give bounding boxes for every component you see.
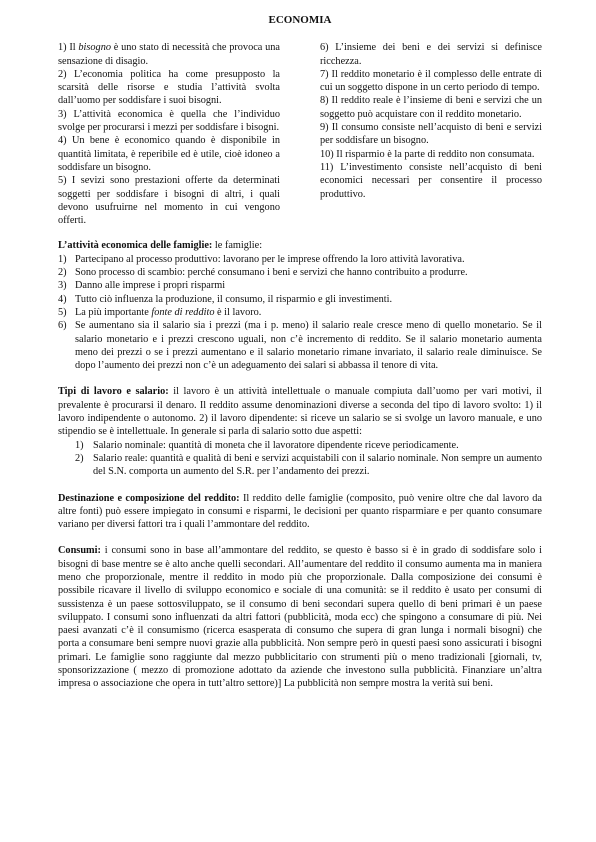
- list-number: 2): [58, 267, 67, 279]
- list-item: [58, 439, 542, 452]
- right-column: [320, 41, 542, 227]
- definition-2: 2) L’economia politica ha come presupposto la scarsità delle risorse e studia l’attività svolta dall’uomo per soddisfare i suoi bisogni.: [58, 68, 280, 107]
- list-text: Partecipano al processo produttivo: lavorano per le imprese offrendo la loro attività lavorativa.: [75, 253, 465, 265]
- definition-3: 3) L’attività economica è quella che l’individuo svolge per procurarsi i mezzi per soddisfare i bisogni.: [58, 108, 280, 134]
- document-page: [58, 14, 542, 691]
- list-number: 1): [58, 253, 67, 265]
- definition-9: 9) Il consumo consiste nell’acquisto di beni e servizi per soddisfare un bisogno.: [320, 122, 542, 147]
- section-text: il lavoro è un attività intellettuale o manuale compiuta dall’uomo per vari motivi, il prevalente è procurarsi il denaro. Il reddito assume denominazioni diverse a seconda del tipo di lavoro svolto: 1) il lavoro indipendente o autonomo. 2) il lavoro dipendente: si riceve un salario se si svolge un lavoro manuale, e uno stipendio se è intellettuale. In generale si parla di salario sotto due aspetti:: [58, 386, 542, 438]
- definition-text: è uno stato di necessità che provoca una sensazione di disagio.: [58, 42, 280, 67]
- section-heading: Tipi di lavoro e salario:: [58, 386, 169, 398]
- list-number: 1): [75, 439, 84, 451]
- section-text: i consumi sono in base all’ammontare del reddito, se questo è basso si è in grado di soddisfare solo i bisogni di base mentre se è alto anche quelli secondari. All’aumentare del reddito il consumo aumenta ma in maniera meno che proporzionale, mentre il reddito in modo più che proporzionale. Dalla composizione dei consumi è possibile ricavare il livello di sviluppo economico e sociale di una comunità: se il reddito è usato per consumi di sussistenza è un paese sottosviluppato, se il consumo di beni secondari supera quello di beni primari è un paese sviluppato. I consumi sono influenzati da altri fattori (pubblicità, moda ecc) che spingono a consumare di più. Nei paesi avanzati c’è il consumismo (ricerca esasperata di consumo che supera di gran lunga i normali bisogni) che porta a consumare beni sempre nuovi grazie alla pubblicità. Non sempre però in questi paesi sono assicurati i bisogni primari. Le famiglie sono raggiunte dal mezzo pubblicitario con strumenti più o meno tradizionali [giornali, tv, sponsorizzazione ( mezzo di promozione adottato da aziende che investono sulla pubblicità. Finanziare un’altra impresa o associazione che opera in tutt’altro settore)] La pubblicità non sempre mostra la verità sui beni.: [58, 545, 542, 690]
- section-heading: L’attività economica delle famiglie:: [58, 240, 213, 252]
- definition-10: 10) Il risparmio è la parte di reddito non consumata.: [320, 148, 535, 160]
- definition-5: 5) I sevizi sono prestazioni offerte da determinati soggetti per soddisfare i bisogni di altri, i quali devono usufruirne nel momento in cui vengono offerti.: [58, 175, 280, 227]
- list-number: 6): [58, 320, 67, 332]
- definition-text: 1) Il: [58, 42, 79, 54]
- list-text: è il lavoro.: [214, 306, 262, 318]
- list-number: 3): [58, 280, 67, 292]
- page-title: ECONOMIA: [268, 14, 332, 26]
- left-column: [58, 41, 280, 227]
- list-number: 5): [58, 306, 67, 318]
- list-item: [58, 279, 542, 292]
- list-item: [58, 253, 542, 266]
- list-text: Sono processo di scambio: perché consumano i beni e servizi che hanno contribuito a produrre.: [75, 267, 468, 279]
- list-text: Salario reale: quantità e qualità di beni e servizi acquistabili con il salario nominale. Non sempre un aumento del S.N. comporta un aumento del S.R. per l’andamento dei prezzi.: [93, 452, 542, 478]
- famiglie-section: [58, 239, 542, 372]
- list-text: Tutto ciò influenza la produzione, il consumo, il risparmio e gli investimenti.: [75, 293, 393, 305]
- section-text: Il reddito delle famiglie (composito, può venire oltre che dal lavoro da altre fonti) può essere impiegato in consumi e risparmi, le decisioni per quanto risparmiare e per quanto consumare variano per diversi fattori tra i quali l’ammontare del reddito.: [58, 492, 542, 531]
- list-item: [58, 452, 542, 479]
- list-text: La più importante: [75, 306, 152, 318]
- consumi-section: [58, 544, 542, 690]
- section-intro: le famiglie:: [212, 240, 263, 252]
- famiglie-list: [58, 253, 542, 373]
- list-item: [58, 306, 542, 319]
- definition-6: 6) L’insieme dei beni e dei servizi si definisce ricchezza.: [320, 42, 542, 67]
- definition-4: 4) Un bene è economico quando è disponibile in quantità limitata, è reperibile ed è utile, cioè idoneo a soddisfare un bisogno.: [58, 135, 280, 173]
- list-emphasis: fonte di reddito: [151, 306, 215, 318]
- definition-emphasis: bisogno: [78, 42, 111, 54]
- section-heading: Destinazione e composizione del reddito:: [58, 492, 240, 504]
- list-item: [58, 319, 542, 372]
- lavoro-section: [58, 385, 542, 478]
- list-text: Danno alle imprese i propri risparmi: [75, 280, 226, 292]
- section-heading: Consumi:: [58, 545, 101, 557]
- destinazione-section: [58, 492, 542, 532]
- list-item: [58, 293, 542, 306]
- definition-7: 7) Il reddito monetario è il complesso delle entrate di cui un soggetto dispone in un certo periodo di tempo.: [320, 68, 542, 94]
- definition-1: [58, 41, 280, 68]
- list-text: Salario nominale: quantità di moneta che il lavoratore dipendente riceve periodicamente.: [93, 439, 459, 451]
- salario-list: [58, 439, 542, 479]
- list-text: Se aumentano sia il salario sia i prezzi (ma i p. meno) il salario reale cresce meno di quello monetario. Se il salario monetario e i prezzi crescono uguali, non c’è incremento di reddito. Se il salario monetario aumenta meno dei prezzi o se i prezzi aumentano e il salario monetario rimane invariato, il salario reale diminuisce. Se dopo l’aumento dei prezzi non c’è un adeguamento dei salari si abbassa il tenore di vita.: [75, 320, 542, 372]
- list-number: 2): [75, 452, 84, 464]
- definitions-columns: [58, 41, 542, 227]
- list-item: [58, 266, 542, 279]
- definition-11: 11) L’investimento consiste nell’acquisto di beni economici necessari per consentire il processo produttivo.: [320, 161, 542, 200]
- list-number: 4): [58, 293, 67, 305]
- definition-8: 8) Il reddito reale è l’insieme di beni e servizi che un soggetto può acquistare con il reddito monetario.: [320, 95, 542, 120]
